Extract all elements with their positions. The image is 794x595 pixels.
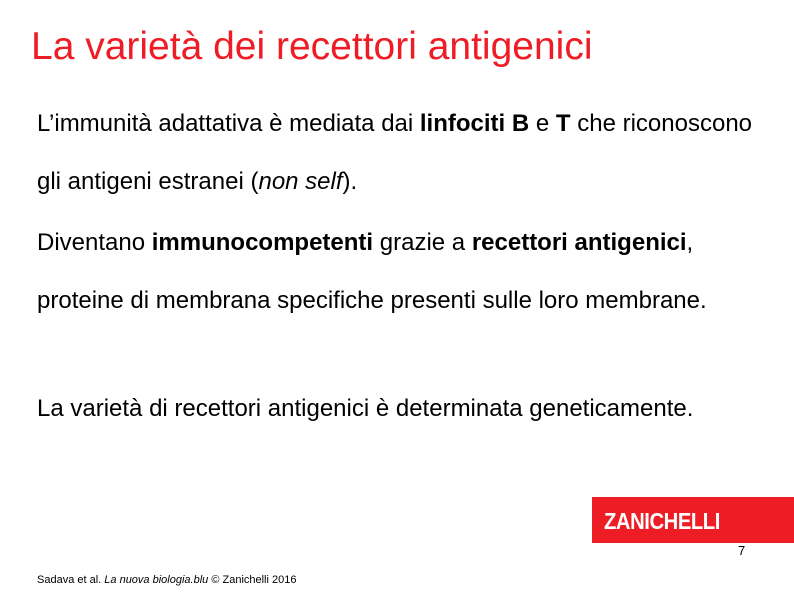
footer-publisher: © Zanichelli 2016 [208,574,297,586]
zanichelli-logo [592,497,794,543]
italic-term-non-self: non self [258,168,343,195]
paragraph-adaptive-immunity [37,95,767,211]
paragraph-text: Diventano [37,229,152,256]
paragraph-text: , proteine di membrana specifiche presenti sulle loro membrane. [37,229,707,314]
page-number: 7 [738,543,746,558]
paragraph-text: L’immunità adattativa è mediata dai [37,110,420,137]
bold-term-immunocompetenti: immunocompetenti [151,229,374,256]
bold-term-t: T [555,110,571,137]
bold-term-linfociti-b: linfociti B [419,110,530,137]
paragraph-immunocompetence [37,214,767,330]
bold-term-recettori-antigenici: recettori antigenici [471,229,687,256]
slide-title: La varietà dei recettori antigenici [31,25,593,68]
logo-text: ZANICHELLI [604,508,720,534]
paragraph-genetic-variety [37,380,767,438]
footer-citation [37,573,296,587]
paragraph-text: e [529,110,556,137]
paragraph-text: La varietà di recettori antigenici è determinata geneticamente. [37,395,694,422]
paragraph-text: grazie a [373,229,472,256]
footer-authors: Sadava et al. [37,574,105,586]
paragraph-text: che riconoscono gli antigeni estranei ( [37,110,753,195]
footer-book-title: La nuova biologia.blu [104,574,209,586]
paragraph-text: ). [342,168,358,195]
